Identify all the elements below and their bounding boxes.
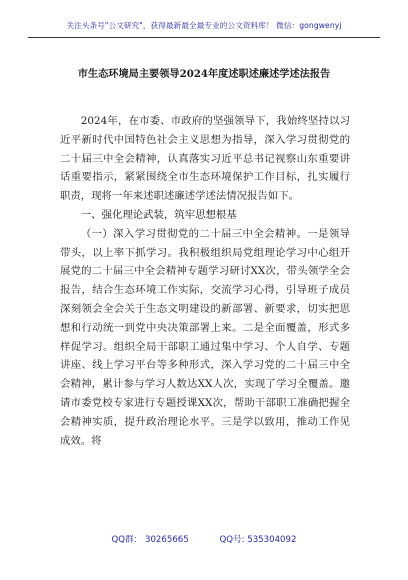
header-banner: 关注头条号"公文研究"，获得最新最全最专业的公文资料库！ 微信：gongwenyj [66,21,342,30]
footer-qq-group: QQ群： 30265665 [111,535,189,545]
header-divider [28,37,380,38]
footer-qq-number: QQ号: 535304092 [219,535,297,545]
body-paragraph: （一）深入学习贯彻党的二十届三中全会精神。一是领导带头，以上率下抓学习。我积极组织局党组理论学习中心组开展党的二十届三中全会精神专题学习研讨XX次，带头领学全会报告，结合生态环境工作实际，交流学习心得，引导班子成员深刻领会全会关于生态文明建设的新部署、新要求，切实把思想和行动统一到党中央决策部署上来。二是全面覆盖，形式多样促学习。组织全局干部职工通过集中学习、个人自学、专题讲座、线上学习平台等多种形式，深入学习党的二十届三中全会精神，累计参与学习人数达XX人次，实现了学习全覆盖。邀请市委党校专家进行专题授课XX次，帮助干部职工准确把握全会精神实质，提升政治理论水平。三是学以致用，推动工作见成效。将 [60,227,350,447]
section-heading: 一、强化理论武装，筑牢思想根基 [80,208,237,221]
footer-contact [0,533,408,545]
document-body [60,112,350,450]
document-title: 市生态环境局主要领导2024年度述职述廉述学述法报告 [77,68,331,80]
intro-paragraph: 2024年，在市委、市政府的坚强领导下，我始终坚持以习近平新时代中国特色社会主义思想为指导，深入学习贯彻党的二十届三中全会精神，认真落实习近平总书记视察山东重要讲话重要指示，紧紧围绕全市生态环境保护工作目标，扎实履行职责，现将一年来述职述廉述学述法情况报告如下。 [60,115,350,203]
